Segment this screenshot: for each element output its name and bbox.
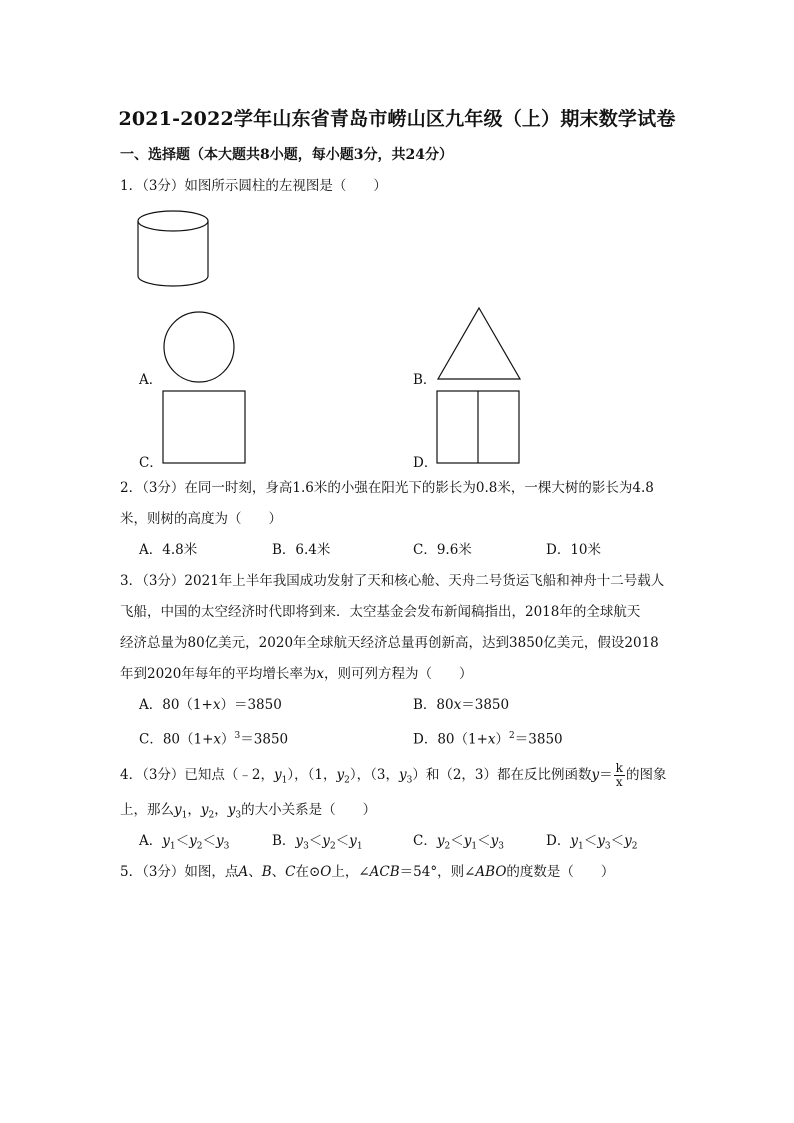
question-3-line-4: 年到2020年每年的平均增长率为x，则可列方程为（ ）	[120, 666, 473, 682]
cylinder-figure	[135, 210, 211, 290]
question-2-option-a: A．4.8米	[139, 542, 198, 558]
question-4-line-2: 上，那么$y_1$，$y_2$，$y_3$的大小关系是（ ）	[120, 802, 377, 821]
question-3-option-c: C．$80(1+x)^3=3850$	[139, 731, 289, 748]
circle-option-figure	[162, 310, 236, 384]
question-4-option-c: C．$y_2<y_1<y_3$	[413, 833, 504, 852]
page-title: 2021-2022学年山东省青岛市崂山区九年级（上）期末数学试卷	[118, 108, 676, 130]
option-c-label: C．	[139, 455, 163, 471]
question-3-option-d: D．$80(1+x)^2=3850$	[413, 731, 563, 748]
question-1-stem: 1．（3分）如图所示圆柱的左视图是（ ）	[120, 178, 387, 194]
question-5-stem: 5．（3分）如图，点A、B、C在⊙O上，∠ACB＝54°，则∠ABO的度数是（ ）	[120, 864, 615, 880]
split-rectangle-option-figure	[436, 390, 522, 466]
question-2-option-c: C．9.6米	[413, 542, 472, 558]
triangle-option-figure	[436, 306, 522, 382]
rectangle-option-figure	[162, 390, 248, 466]
option-b-label: B．	[413, 372, 437, 388]
question-4-option-b: B．$y_3<y_2<y_1$	[272, 833, 363, 852]
question-3-line-1: 3．（3分）2021年上半年我国成功发射了天和核心舱、天舟二号货运飞船和神舟十二号载人	[120, 573, 665, 589]
option-d-label: D．	[413, 455, 438, 471]
question-3-line-3: 经济总量为80亿美元，2020年全球航天经济总量再创新高，达到3850亿美元，假设2018	[120, 635, 659, 651]
inverse-proportion-fraction: $\frac{k}{x}$	[615, 761, 623, 789]
option-a-label: A．	[139, 372, 163, 388]
question-3-option-b: B．80x＝3850	[413, 697, 510, 713]
question-2-line-2: 米，则树的高度为（ ）	[120, 511, 282, 527]
question-2-option-d: D．10米	[546, 542, 602, 558]
question-4-option-d: D．$y_1<y_3<y_2$	[546, 833, 638, 852]
question-3-option-a: A．80（1+x）＝3850	[139, 697, 282, 713]
question-4-line-1: 4．（3分）已知点（﹣2，$y_1$），（1，$y_2$），（3，$y_3$）和（2，3）都在反比例函数y＝ $\frac{k}{x}$ 的图象	[120, 761, 667, 789]
question-3-line-2: 飞船，中国的太空经济时代即将到来．太空基金会发布新闻稿指出，2018年的全球航天	[120, 604, 641, 620]
question-2-line-1: 2．（3分）在同一时刻，身高1.6米的小强在阳光下的影长为0.8米，一棵大树的影长为4.8	[120, 480, 654, 496]
question-2-option-b: B．6.4米	[272, 542, 331, 558]
section-heading: 一、选择题（本大题共8小题，每小题3分，共24分）	[120, 147, 453, 163]
question-4-option-a: A．$y_1<y_2<y_3$	[139, 833, 230, 852]
